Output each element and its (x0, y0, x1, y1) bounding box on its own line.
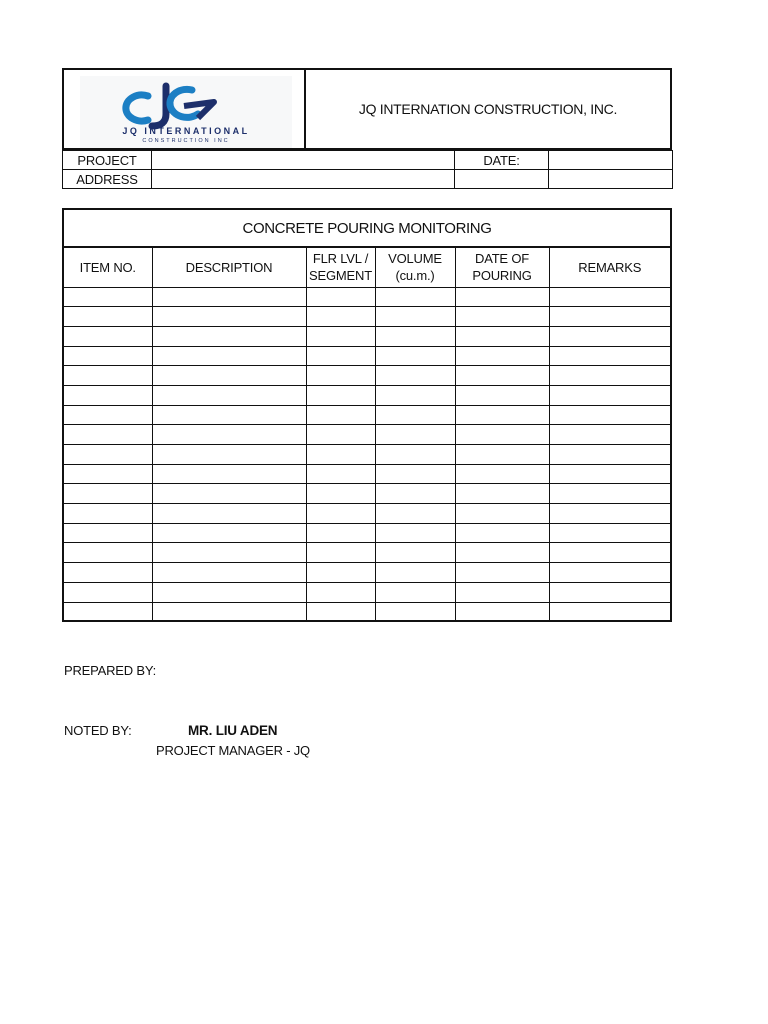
table-cell[interactable] (64, 425, 152, 445)
noted-by-label: NOTED BY: (64, 723, 132, 738)
table-cell[interactable] (64, 346, 152, 366)
table-cell[interactable] (306, 366, 375, 386)
table-cell[interactable] (375, 563, 455, 583)
table-cell[interactable] (152, 504, 306, 524)
table-cell[interactable] (152, 346, 306, 366)
table-cell[interactable] (549, 563, 670, 583)
project-field[interactable] (152, 151, 455, 170)
column-header-remarks: REMARKS (549, 248, 670, 287)
table-cell[interactable] (306, 405, 375, 425)
table-cell[interactable] (64, 563, 152, 583)
table-cell[interactable] (375, 405, 455, 425)
company-logo (80, 76, 292, 148)
table-cell[interactable] (549, 504, 670, 524)
table-cell[interactable] (64, 484, 152, 504)
table-cell[interactable] (549, 405, 670, 425)
table-cell[interactable] (549, 484, 670, 504)
table-row (64, 484, 670, 504)
table-cell[interactable] (64, 287, 152, 307)
table-cell[interactable] (152, 385, 306, 405)
table-cell[interactable] (549, 287, 670, 307)
company-name: JQ INTERNATION CONSTRUCTION, INC. (358, 101, 618, 117)
table-cell[interactable] (549, 346, 670, 366)
table-cell[interactable] (306, 484, 375, 504)
table-row (64, 504, 670, 524)
table-cell[interactable] (455, 326, 549, 346)
logo-subtext: CONSTRUCTION INC (142, 138, 230, 144)
table-cell[interactable] (152, 307, 306, 327)
table-cell[interactable] (549, 307, 670, 327)
project-info-table (62, 150, 673, 189)
table-cell[interactable] (455, 464, 549, 484)
table-cell[interactable] (64, 366, 152, 386)
table-cell[interactable] (549, 366, 670, 386)
table-cell[interactable] (306, 504, 375, 524)
table-cell[interactable] (375, 602, 455, 622)
table-cell[interactable] (455, 445, 549, 465)
table-cell[interactable] (306, 425, 375, 445)
table-row (64, 307, 670, 327)
table-cell[interactable] (64, 326, 152, 346)
table-cell[interactable] (152, 582, 306, 602)
pouring-table (64, 248, 670, 622)
address-field[interactable] (152, 170, 455, 189)
table-cell[interactable] (64, 543, 152, 563)
column-header-description: DESCRIPTION (152, 248, 306, 287)
table-cell[interactable] (455, 346, 549, 366)
table-cell[interactable] (152, 287, 306, 307)
table-row (64, 425, 670, 445)
table-cell[interactable] (306, 307, 375, 327)
table-cell[interactable] (375, 425, 455, 445)
table-cell[interactable] (375, 326, 455, 346)
table-cell[interactable] (64, 445, 152, 465)
table-cell[interactable] (455, 405, 549, 425)
table-cell[interactable] (152, 484, 306, 504)
logo-cell (64, 70, 306, 148)
column-header-volume: VOLUME (cu.m.) (375, 248, 455, 287)
table-cell[interactable] (549, 602, 670, 622)
table-cell[interactable] (64, 385, 152, 405)
noted-by-name: MR. LIU ADEN (188, 723, 278, 738)
table-row (64, 445, 670, 465)
table-cell[interactable] (306, 543, 375, 563)
table-row (64, 523, 670, 543)
table-row (64, 326, 670, 346)
table-cell[interactable] (152, 602, 306, 622)
table-cell[interactable] (152, 425, 306, 445)
table-cell[interactable] (375, 484, 455, 504)
table-cell[interactable] (152, 445, 306, 465)
table-cell[interactable] (549, 326, 670, 346)
table-cell[interactable] (375, 504, 455, 524)
table-cell[interactable] (375, 287, 455, 307)
table-cell[interactable] (375, 445, 455, 465)
table-cell[interactable] (64, 602, 152, 622)
table-cell[interactable] (455, 523, 549, 543)
table-cell[interactable] (455, 425, 549, 445)
table-cell[interactable] (64, 582, 152, 602)
pouring-form (62, 208, 672, 622)
table-cell[interactable] (64, 523, 152, 543)
table-cell[interactable] (152, 543, 306, 563)
table-cell[interactable] (375, 307, 455, 327)
table-cell[interactable] (152, 523, 306, 543)
letterhead (62, 68, 672, 150)
table-cell[interactable] (549, 445, 670, 465)
table-cell[interactable] (152, 464, 306, 484)
table-cell[interactable] (306, 464, 375, 484)
table-cell[interactable] (375, 464, 455, 484)
project-label: PROJECT (63, 151, 152, 170)
table-cell[interactable] (455, 307, 549, 327)
column-header-date-of-pouring: DATE OF POURING (455, 248, 549, 287)
table-cell[interactable] (306, 287, 375, 307)
table-row (64, 563, 670, 583)
table-cell[interactable] (306, 563, 375, 583)
table-cell[interactable] (549, 464, 670, 484)
table-row (64, 543, 670, 563)
table-cell[interactable] (455, 504, 549, 524)
table-cell[interactable] (549, 385, 670, 405)
table-row (64, 346, 670, 366)
table-cell[interactable] (152, 563, 306, 583)
table-row (64, 602, 670, 622)
table-cell[interactable] (152, 405, 306, 425)
table-row (64, 287, 670, 307)
table-cell[interactable] (455, 543, 549, 563)
table-row (64, 464, 670, 484)
table-cell[interactable] (375, 385, 455, 405)
table-cell[interactable] (375, 543, 455, 563)
table-cell[interactable] (455, 563, 549, 583)
table-cell[interactable] (455, 484, 549, 504)
table-cell[interactable] (306, 523, 375, 543)
table-cell[interactable] (64, 504, 152, 524)
table-cell[interactable] (64, 405, 152, 425)
table-row (64, 385, 670, 405)
address-label: ADDRESS (63, 170, 152, 189)
column-header-floor-level: FLR LVL / SEGMENT (306, 248, 375, 287)
table-cell[interactable] (455, 287, 549, 307)
table-cell[interactable] (375, 346, 455, 366)
table-cell[interactable] (152, 326, 306, 346)
prepared-by-label: PREPARED BY: (64, 663, 157, 678)
table-row (64, 405, 670, 425)
date-field[interactable] (549, 151, 673, 170)
table-cell[interactable] (306, 385, 375, 405)
table-cell[interactable] (549, 523, 670, 543)
table-cell[interactable] (455, 582, 549, 602)
table-cell[interactable] (306, 445, 375, 465)
table-cell[interactable] (306, 602, 375, 622)
address-blank-cell (455, 170, 549, 189)
table-cell[interactable] (549, 582, 670, 602)
table-cell[interactable] (549, 425, 670, 445)
logo-text: JQ INTERNATIONAL (122, 126, 250, 136)
date-label: DATE: (455, 151, 549, 170)
table-cell[interactable] (455, 602, 549, 622)
table-cell[interactable] (375, 366, 455, 386)
table-cell[interactable] (375, 582, 455, 602)
table-row (64, 366, 670, 386)
address-blank-cell-2 (549, 170, 673, 189)
column-header-item-no: ITEM NO. (64, 248, 152, 287)
table-cell[interactable] (152, 366, 306, 386)
table-cell[interactable] (455, 385, 549, 405)
form-title: CONCRETE POURING MONITORING (64, 210, 670, 248)
table-cell[interactable] (64, 464, 152, 484)
table-cell[interactable] (455, 366, 549, 386)
table-cell[interactable] (306, 326, 375, 346)
table-cell[interactable] (306, 346, 375, 366)
table-cell[interactable] (549, 543, 670, 563)
table-cell[interactable] (64, 307, 152, 327)
noted-by-title: PROJECT MANAGER - JQ (156, 743, 310, 758)
table-row (64, 582, 670, 602)
table-cell[interactable] (375, 523, 455, 543)
table-cell[interactable] (306, 582, 375, 602)
table-body (64, 287, 670, 622)
